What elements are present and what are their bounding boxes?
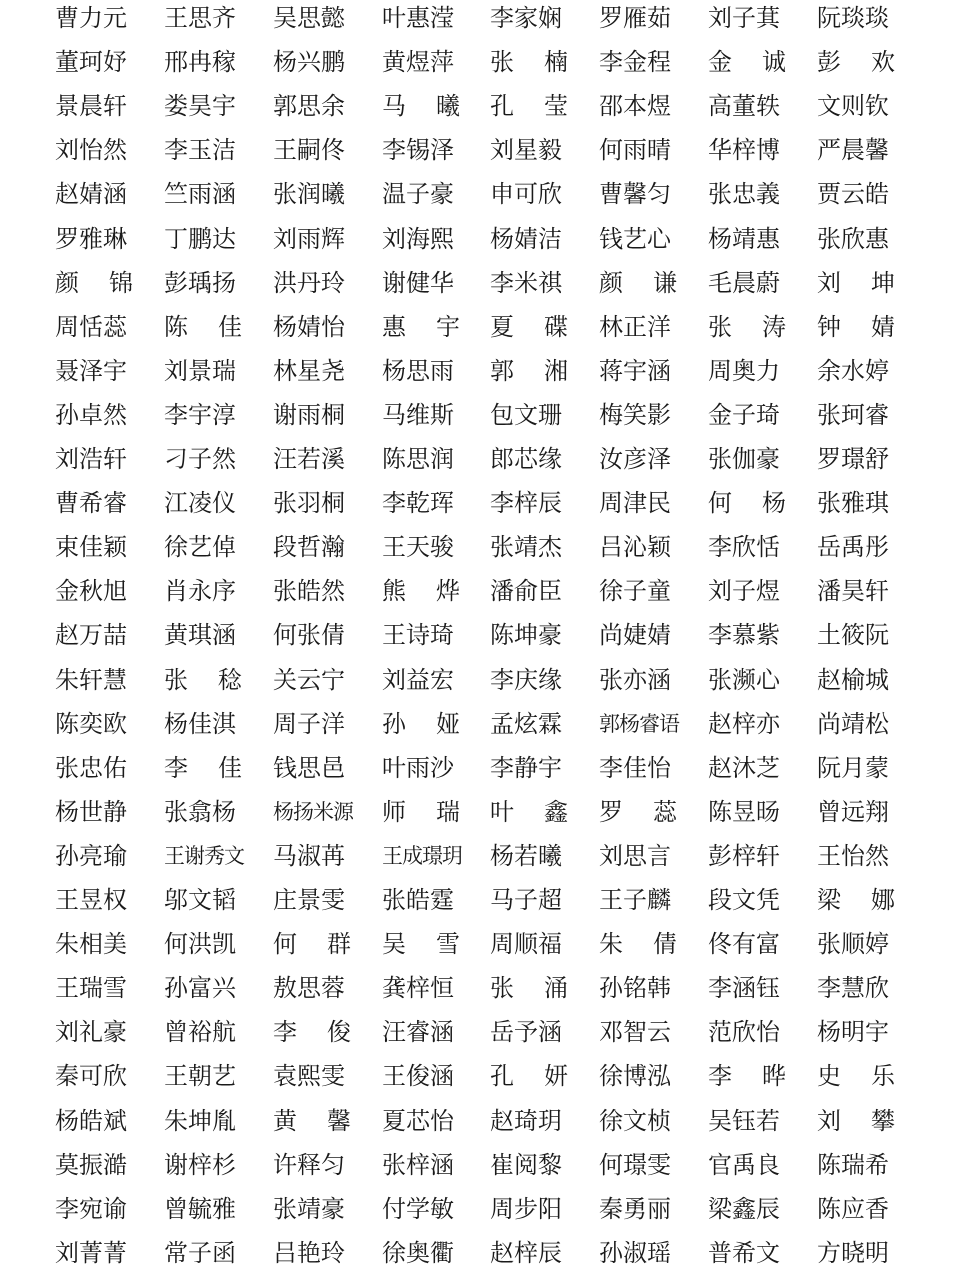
name-cell: 孙富兴 <box>164 974 236 1003</box>
name-cell: 黄琪涵 <box>164 621 236 650</box>
name-cell: 李玉洁 <box>164 136 236 165</box>
name-cell: 张楠 <box>490 48 568 77</box>
name-cell: 申可欣 <box>490 180 562 209</box>
name-cell: 王怡然 <box>817 841 889 870</box>
name-cell: 江凌仪 <box>164 489 236 518</box>
name-cell: 孔妍 <box>490 1062 568 1091</box>
name-cell: 朱坤胤 <box>164 1106 236 1135</box>
name-cell: 张濒心 <box>708 665 780 694</box>
name-cell: 张皓霆 <box>382 886 454 914</box>
name-cell: 张梓涵 <box>382 1150 454 1179</box>
name-cell: 孟炫霖 <box>490 709 562 738</box>
name-cell: 惠宇 <box>382 312 460 341</box>
name-cell: 徐博泓 <box>599 1062 671 1091</box>
name-cell: 杨婧怡 <box>273 312 345 341</box>
name-cell: 陈瑞希 <box>817 1150 889 1179</box>
name-cell: 郭湘 <box>490 356 568 385</box>
name-row <box>0 658 960 702</box>
name-cell: 张皓然 <box>273 577 345 606</box>
name-row <box>0 1010 960 1054</box>
name-cell: 王天骏 <box>382 533 454 562</box>
name-cell: 邬文韬 <box>164 886 236 914</box>
name-cell: 文则钦 <box>817 92 889 121</box>
name-cell: 赵榆城 <box>817 665 889 694</box>
name-row <box>0 1231 960 1275</box>
name-row <box>0 878 960 922</box>
name-cell: 杨若曦 <box>490 841 562 870</box>
name-row <box>0 790 960 834</box>
name-cell: 张靖豪 <box>273 1194 345 1223</box>
name-cell: 常子函 <box>164 1238 236 1267</box>
name-cell: 刘思言 <box>599 841 671 870</box>
name-cell: 束佳颖 <box>55 533 127 562</box>
name-cell: 张羽桐 <box>273 489 345 518</box>
name-cell: 何杨 <box>708 489 786 518</box>
name-cell: 张翕杨 <box>164 797 236 826</box>
name-cell: 李金程 <box>599 48 671 77</box>
name-row <box>0 1054 960 1098</box>
name-cell: 谢健华 <box>382 268 454 297</box>
name-cell: 杨婧洁 <box>490 224 562 253</box>
name-cell: 赵梓辰 <box>490 1238 562 1267</box>
name-cell: 周恬蕊 <box>55 312 127 341</box>
name-cell: 李佳 <box>164 753 242 782</box>
name-row <box>0 1187 960 1231</box>
name-cell: 马曦 <box>382 92 460 121</box>
name-cell: 罗蕊 <box>599 797 677 826</box>
name-cell: 董珂妤 <box>55 48 127 77</box>
name-cell: 包文珊 <box>490 400 562 429</box>
name-cell: 杨明宇 <box>817 1018 889 1047</box>
name-cell: 普希文 <box>708 1238 780 1267</box>
name-cell: 钟婧 <box>817 312 895 341</box>
name-cell: 尚婕婧 <box>599 621 671 650</box>
name-cell: 刘攀 <box>817 1106 895 1135</box>
name-cell: 景晨轩 <box>55 92 127 121</box>
name-cell: 梁娜 <box>817 886 895 914</box>
name-cell: 蒋宇涵 <box>599 356 671 385</box>
name-cell: 余水婷 <box>817 356 889 385</box>
name-cell: 谢梓杉 <box>164 1150 236 1179</box>
name-cell: 金子琦 <box>708 400 780 429</box>
name-cell: 汪若溪 <box>273 445 345 473</box>
name-cell: 孙卓然 <box>55 400 127 429</box>
name-cell: 刘益宏 <box>382 665 454 694</box>
name-cell: 官禹良 <box>708 1150 780 1179</box>
name-cell: 刘礼豪 <box>55 1018 127 1047</box>
name-row <box>0 261 960 305</box>
name-cell: 李涵钰 <box>708 974 780 1003</box>
name-cell: 段哲瀚 <box>273 533 345 562</box>
name-cell: 周津民 <box>599 489 671 518</box>
name-row <box>0 613 960 657</box>
name-cell: 黄馨 <box>273 1106 351 1135</box>
name-cell: 叶惠滢 <box>382 4 454 32</box>
name-cell: 彭欢 <box>817 48 895 77</box>
name-cell: 罗璟舒 <box>817 445 889 473</box>
name-cell: 刘景瑞 <box>164 356 236 385</box>
name-cell: 吴思懿 <box>273 4 345 32</box>
name-cell: 陈坤豪 <box>490 621 562 650</box>
name-row <box>0 217 960 261</box>
name-cell: 阮月蒙 <box>817 753 889 782</box>
name-row <box>0 1099 960 1143</box>
name-cell: 张伽豪 <box>708 445 780 473</box>
name-cell: 秦可欣 <box>55 1062 127 1091</box>
name-cell: 贾云皓 <box>817 180 889 209</box>
name-cell: 方晓明 <box>817 1238 889 1267</box>
name-cell: 土筱阮 <box>817 621 889 650</box>
name-cell: 汪睿涵 <box>382 1018 454 1047</box>
name-cell: 徐文桢 <box>599 1106 671 1135</box>
name-cell: 王瑞雪 <box>55 974 127 1003</box>
name-cell: 邵本煜 <box>599 92 671 121</box>
name-cell: 刘海熙 <box>382 224 454 253</box>
name-cell: 何群 <box>273 930 351 959</box>
name-cell: 孙淑瑶 <box>599 1238 671 1267</box>
name-cell: 马淑苒 <box>273 841 345 870</box>
name-cell: 张亦涵 <box>599 665 671 694</box>
name-cell: 钱艺心 <box>599 224 671 253</box>
name-cell: 王俊涵 <box>382 1062 454 1091</box>
name-cell: 郭杨睿语 <box>599 711 679 736</box>
name-row <box>0 305 960 349</box>
name-row <box>0 569 960 613</box>
name-cell: 徐艺倬 <box>164 533 236 562</box>
name-cell: 王子麟 <box>599 886 671 914</box>
name-cell: 彭梓轩 <box>708 841 780 870</box>
name-cell: 李佳怡 <box>599 753 671 782</box>
name-cell: 陈昱旸 <box>708 797 780 826</box>
name-cell: 王嗣佟 <box>273 136 345 165</box>
name-cell: 王谢秀文 <box>164 843 244 868</box>
name-cell: 吴钰若 <box>708 1106 780 1135</box>
name-cell: 周顺福 <box>490 930 562 959</box>
name-cell: 彭瑀扬 <box>164 268 236 297</box>
name-cell: 陈应香 <box>817 1194 889 1223</box>
name-row <box>0 1143 960 1187</box>
name-cell: 师瑞 <box>382 797 460 826</box>
name-row <box>0 40 960 84</box>
name-cell: 李静宇 <box>490 753 562 782</box>
name-cell: 张欣惠 <box>817 224 889 253</box>
name-cell: 李锡泽 <box>382 136 454 165</box>
name-cell: 关云宁 <box>273 665 345 694</box>
name-cell: 佟有富 <box>708 930 780 959</box>
name-cell: 黄煜萍 <box>382 48 454 77</box>
name-cell: 叶鑫 <box>490 797 568 826</box>
name-cell: 李乾珲 <box>382 489 454 518</box>
name-cell: 梅笑影 <box>599 400 671 429</box>
name-cell: 梁鑫辰 <box>708 1194 780 1223</box>
name-cell: 孙铭韩 <box>599 974 671 1003</box>
name-cell: 陈奕欧 <box>55 709 127 738</box>
name-cell: 杨佳淇 <box>164 709 236 738</box>
name-cell: 曹馨匀 <box>599 180 671 209</box>
name-cell: 曹力元 <box>55 4 127 32</box>
name-cell: 徐子童 <box>599 577 671 606</box>
name-cell: 周奥力 <box>708 356 780 385</box>
name-row <box>0 481 960 525</box>
name-row <box>0 702 960 746</box>
name-row <box>0 922 960 966</box>
name-cell: 金诚 <box>708 48 786 77</box>
name-cell: 赵沐芝 <box>708 753 780 782</box>
name-cell: 赵万喆 <box>55 621 127 650</box>
name-cell: 李家娴 <box>490 4 562 32</box>
name-cell: 李慕紫 <box>708 621 780 650</box>
name-row <box>0 84 960 128</box>
name-cell: 敖思蓉 <box>273 974 345 1003</box>
name-cell: 曹希睿 <box>55 489 127 518</box>
name-cell: 刁子然 <box>164 445 236 473</box>
name-cell: 张珂睿 <box>817 400 889 429</box>
name-cell: 潘昊轩 <box>817 577 889 606</box>
name-cell: 朱倩 <box>599 930 677 959</box>
name-cell: 李梓辰 <box>490 489 562 518</box>
name-cell: 史乐 <box>817 1062 895 1091</box>
name-cell: 郎芯缘 <box>490 445 562 473</box>
name-cell: 赵琦玥 <box>490 1106 562 1135</box>
name-cell: 王成璟玥 <box>382 843 462 868</box>
name-cell: 崔阅黎 <box>490 1150 562 1179</box>
name-cell: 刘子煜 <box>708 577 780 606</box>
name-cell: 张忠義 <box>708 180 780 209</box>
name-cell: 严晨馨 <box>817 136 889 165</box>
name-cell: 付学敏 <box>382 1194 454 1223</box>
name-cell: 许释匀 <box>273 1150 345 1179</box>
name-cell: 孔莹 <box>490 92 568 121</box>
name-cell: 陈佳 <box>164 312 242 341</box>
name-cell: 马子超 <box>490 886 562 914</box>
name-cell: 何张倩 <box>273 621 345 650</box>
name-cell: 夏碟 <box>490 312 568 341</box>
name-cell: 王诗琦 <box>382 621 454 650</box>
name-cell: 李慧欣 <box>817 974 889 1003</box>
name-cell: 秦勇丽 <box>599 1194 671 1223</box>
name-cell: 邓智云 <box>599 1018 671 1047</box>
name-cell: 张涛 <box>708 312 786 341</box>
name-cell: 刘雨辉 <box>273 224 345 253</box>
name-cell: 杨思雨 <box>382 356 454 385</box>
name-cell: 杨扬米源 <box>273 799 353 824</box>
name-cell: 龚梓恒 <box>382 974 454 1003</box>
name-cell: 周子洋 <box>273 709 345 738</box>
name-cell: 颜锦 <box>55 268 133 297</box>
name-row <box>0 349 960 393</box>
name-cell: 聂泽宇 <box>55 356 127 385</box>
name-cell: 吕艳玲 <box>273 1238 345 1267</box>
name-cell: 刘坤 <box>817 268 895 297</box>
name-row <box>0 834 960 878</box>
name-cell: 何璟雯 <box>599 1150 671 1179</box>
name-cell: 吴雪 <box>382 930 460 959</box>
name-cell: 王昱权 <box>55 886 127 914</box>
name-cell: 曾远翔 <box>817 797 889 826</box>
name-cell: 张涌 <box>490 974 568 1003</box>
name-cell: 娄昊宇 <box>164 92 236 121</box>
name-row <box>0 525 960 569</box>
name-cell: 何雨晴 <box>599 136 671 165</box>
name-cell: 朱轩慧 <box>55 665 127 694</box>
name-cell: 孙亮瑜 <box>55 841 127 870</box>
name-cell: 金秋旭 <box>55 577 127 606</box>
name-cell: 高董轶 <box>708 92 780 121</box>
name-cell: 杨世静 <box>55 797 127 826</box>
name-cell: 陈思润 <box>382 445 454 473</box>
name-cell: 罗雅琳 <box>55 224 127 253</box>
name-cell: 汝彦泽 <box>599 445 671 473</box>
name-row <box>0 746 960 790</box>
name-cell: 谢雨桐 <box>273 400 345 429</box>
name-cell: 林星尧 <box>273 356 345 385</box>
name-row <box>0 437 960 481</box>
name-cell: 何洪凯 <box>164 930 236 959</box>
name-cell: 张润曦 <box>273 180 345 209</box>
name-cell: 杨靖惠 <box>708 224 780 253</box>
name-row <box>0 0 960 40</box>
name-cell: 林正洋 <box>599 312 671 341</box>
name-cell: 王思齐 <box>164 4 236 32</box>
name-cell: 张靖杰 <box>490 533 562 562</box>
name-cell: 段文凭 <box>708 886 780 914</box>
name-cell: 曾毓雅 <box>164 1194 236 1223</box>
name-cell: 温子豪 <box>382 180 454 209</box>
name-cell: 张稔 <box>164 665 242 694</box>
name-cell: 李俊 <box>273 1018 351 1047</box>
name-cell: 熊烨 <box>382 577 460 606</box>
name-cell: 杨兴鹏 <box>273 48 345 77</box>
name-cell: 洪丹玲 <box>273 268 345 297</box>
name-cell: 刘浩轩 <box>55 445 127 473</box>
name-cell: 袁熙雯 <box>273 1062 345 1091</box>
name-cell: 张忠佑 <box>55 753 127 782</box>
name-cell: 刘怡然 <box>55 136 127 165</box>
name-cell: 吕沁颖 <box>599 533 671 562</box>
name-row <box>0 966 960 1010</box>
name-cell: 潘俞臣 <box>490 577 562 606</box>
name-cell: 曾裕航 <box>164 1018 236 1047</box>
name-cell: 竺雨涵 <box>164 180 236 209</box>
name-cell: 徐奥衢 <box>382 1238 454 1267</box>
name-cell: 莫振澔 <box>55 1150 127 1179</box>
name-row <box>0 172 960 216</box>
name-cell: 李宇淳 <box>164 400 236 429</box>
name-cell: 李晔 <box>708 1062 786 1091</box>
name-cell: 赵婧涵 <box>55 180 127 209</box>
name-cell: 王朝艺 <box>164 1062 236 1091</box>
name-cell: 刘星毅 <box>490 136 562 165</box>
name-cell: 朱相美 <box>55 930 127 959</box>
name-cell: 范欣怡 <box>708 1018 780 1047</box>
name-cell: 马维斯 <box>382 400 454 429</box>
name-cell: 肖永序 <box>164 577 236 606</box>
name-cell: 张雅琪 <box>817 489 889 518</box>
name-cell: 张顺婷 <box>817 930 889 959</box>
name-cell: 夏芯怡 <box>382 1106 454 1135</box>
name-cell: 毛晨蔚 <box>708 268 780 297</box>
name-cell: 李宛谕 <box>55 1194 127 1223</box>
name-cell: 叶雨沙 <box>382 753 454 782</box>
name-cell: 周步阳 <box>490 1194 562 1223</box>
name-cell: 邢冉稼 <box>164 48 236 77</box>
name-cell: 钱思邑 <box>273 753 345 782</box>
name-cell: 岳禹彤 <box>817 533 889 562</box>
name-cell: 李欣恬 <box>708 533 780 562</box>
name-cell: 尚靖松 <box>817 709 889 738</box>
name-cell: 罗雁茹 <box>599 4 671 32</box>
name-cell: 阮琰琰 <box>817 4 889 32</box>
name-cell: 赵梓亦 <box>708 709 780 738</box>
name-cell: 杨皓斌 <box>55 1106 127 1135</box>
name-cell: 岳予涵 <box>490 1018 562 1047</box>
name-cell: 丁鹏达 <box>164 224 236 253</box>
name-cell: 刘子萁 <box>708 4 780 32</box>
name-cell: 颜谦 <box>599 268 677 297</box>
name-cell: 庄景雯 <box>273 886 345 914</box>
name-cell: 刘菁菁 <box>55 1238 127 1267</box>
name-row <box>0 393 960 437</box>
name-cell: 华梓博 <box>708 136 780 165</box>
name-cell: 孙娅 <box>382 709 460 738</box>
name-row <box>0 128 960 172</box>
name-cell: 郭思余 <box>273 92 345 121</box>
name-cell: 李米祺 <box>490 268 562 297</box>
name-cell: 李庆缘 <box>490 665 562 694</box>
